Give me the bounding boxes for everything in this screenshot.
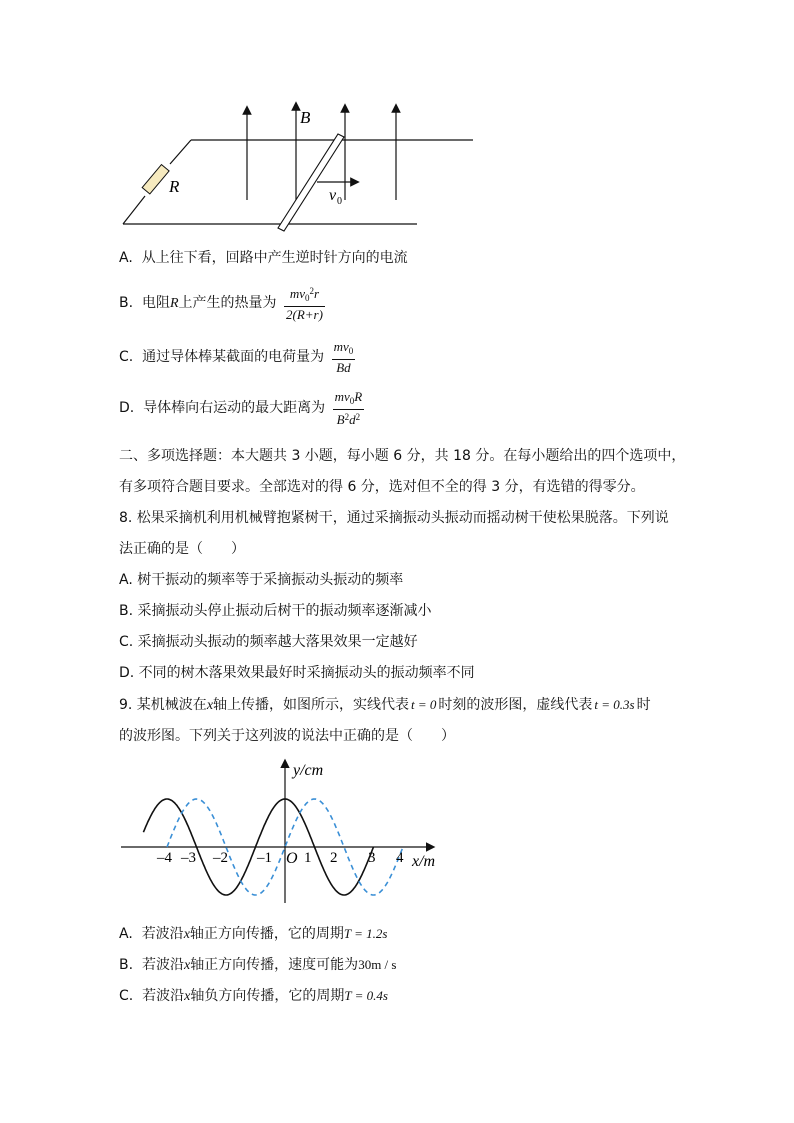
y-axis-label: y/cm <box>293 762 324 779</box>
section2-line1: 二、多项选择题：本大题共 3 小题，每小题 6 分，共 18 分。在每小题给出的四个选项中， <box>119 448 686 464</box>
q9-stem-line2: 的波形图。下列关于这列波的说法中正确的是（ ） <box>119 728 455 744</box>
q9-option-a[interactable]: A. 若波沿x轴正方向传播，它的周期T = 1.2s <box>119 926 388 942</box>
tick-label: –3 <box>181 850 196 866</box>
q8-stem-line1: 8. 松果采摘机利用机械臂抱紧树干，通过采摘振动头振动而摇动树干使松果脱落。下列说 <box>119 510 669 526</box>
tick-label: 1 <box>304 850 312 866</box>
q9-option-b[interactable]: B. 若波沿x轴正方向传播，速度可能为30m / s <box>119 957 397 973</box>
q7-option-c[interactable]: C. 通过导体棒某截面的电荷量为 $\frac{mv_0}{Bd}$ <box>119 339 354 375</box>
q9-option-c[interactable]: C. 若波沿x轴负方向传播，它的周期T = 0.4s <box>119 988 388 1004</box>
q7-option-d[interactable]: D. 导体棒向右运动的最大距离为 $\frac{mv_0R}{B^2d^2}$ <box>119 389 363 427</box>
label-r: R <box>169 177 180 196</box>
q7-option-b[interactable]: B. 电阻R上产生的热量为 $\frac{mv_0^2r}{2(R+r)}$ <box>119 286 323 322</box>
q7-option-a[interactable]: A. 从上往下看，回路中产生逆时针方向的电流 <box>119 250 408 266</box>
charge-fraction: $\frac{mv_0}{Bd}$ <box>333 339 354 375</box>
tick-label: –1 <box>257 850 272 866</box>
q8-stem-line2: 法正确的是（ ） <box>119 541 245 557</box>
q8-option-a[interactable]: A. 树干振动的频率等于采摘振动头振动的频率 <box>119 572 404 588</box>
tick-label: 3 <box>368 850 376 866</box>
rail-diagram <box>115 100 485 240</box>
tick-label: –4 <box>157 850 172 866</box>
q8-option-b[interactable]: B. 采摘振动头停止振动后树干的振动频率逐渐减小 <box>119 603 432 619</box>
section2-line2: 有多项符合题目要求。全部选对的得 6 分，选对但不全的得 3 分，有选错的得零分。 <box>119 479 645 495</box>
wave-graph <box>115 755 455 910</box>
heat-fraction: $\frac{mv_0^2r}{2(R+r)}$ <box>285 286 323 322</box>
label-b: B <box>300 108 311 127</box>
x-axis-label: x/m <box>412 853 436 870</box>
origin-label: O <box>286 850 298 867</box>
distance-fraction: $\frac{mv_0R}{B^2d^2}$ <box>334 389 363 427</box>
label-v: v <box>329 187 337 204</box>
q8-option-d[interactable]: D. 不同的树木落果效果最好时采摘振动头的振动频率不同 <box>119 665 475 681</box>
tick-label: 4 <box>396 850 404 866</box>
q8-option-c[interactable]: C. 采摘振动头振动的频率越大落果效果一定越好 <box>119 634 418 650</box>
q9-stem-line1: 9. 某机械波在x轴上传播，如图所示，实线代表 t = 0 时刻的波形图，虚线代表 t = 0.3s 时 <box>119 697 651 713</box>
tick-label: 2 <box>330 850 338 866</box>
resistor <box>142 165 169 194</box>
tick-label: –2 <box>213 850 228 866</box>
label-v-sub: 0 <box>337 196 342 207</box>
